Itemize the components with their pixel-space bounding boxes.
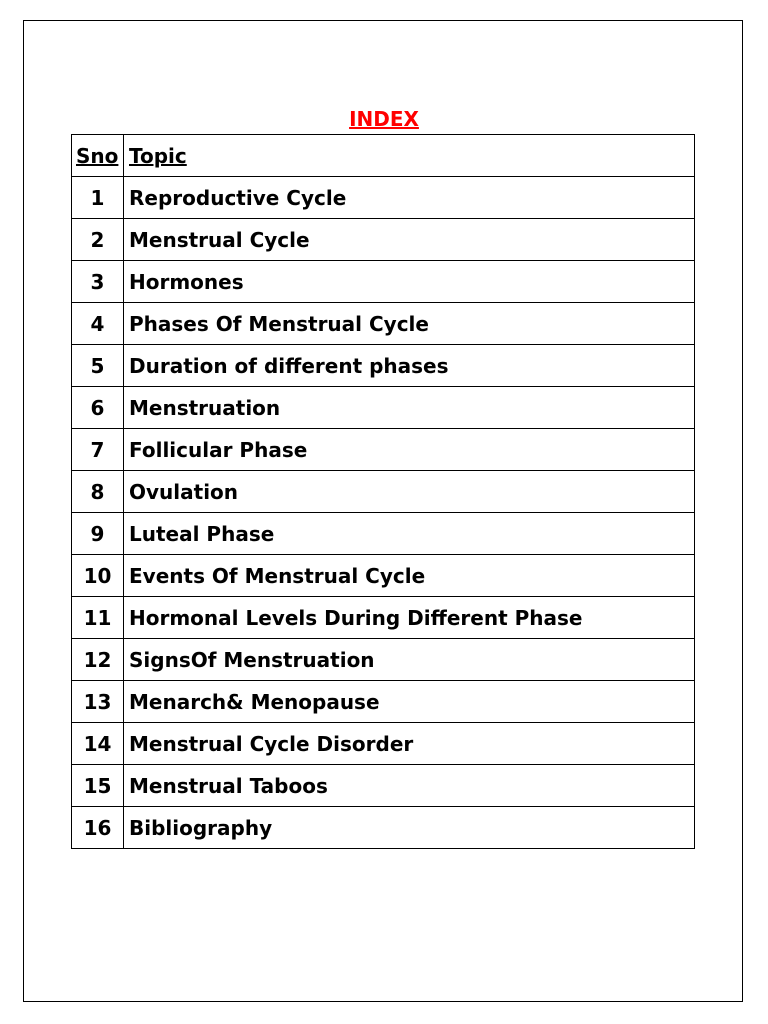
row-sno: 10 — [72, 555, 124, 597]
row-topic: Hormonal Levels During Different Phase — [124, 597, 695, 639]
row-sno: 1 — [72, 177, 124, 219]
table-row — [72, 639, 695, 681]
row-sno: 6 — [72, 387, 124, 429]
row-topic: Events Of Menstrual Cycle — [124, 555, 695, 597]
row-sno: 7 — [72, 429, 124, 471]
row-topic: Reproductive Cycle — [124, 177, 695, 219]
row-sno: 5 — [72, 345, 124, 387]
row-topic: Hormones — [124, 261, 695, 303]
table-row — [72, 723, 695, 765]
row-topic: Ovulation — [124, 471, 695, 513]
table-row — [72, 345, 695, 387]
row-topic: Menstrual Cycle Disorder — [124, 723, 695, 765]
table-row — [72, 555, 695, 597]
row-topic: Luteal Phase — [124, 513, 695, 555]
index-table — [71, 134, 695, 849]
table-row — [72, 219, 695, 261]
row-sno: 13 — [72, 681, 124, 723]
row-sno: 16 — [72, 807, 124, 849]
row-topic: Duration of different phases — [124, 345, 695, 387]
table-row — [72, 597, 695, 639]
index-table-body — [72, 135, 695, 849]
row-topic: Menstruation — [124, 387, 695, 429]
table-row — [72, 261, 695, 303]
table-row — [72, 387, 695, 429]
row-sno: 11 — [72, 597, 124, 639]
row-sno: 3 — [72, 261, 124, 303]
row-sno: 2 — [72, 219, 124, 261]
row-sno: 4 — [72, 303, 124, 345]
row-topic: Menstrual Cycle — [124, 219, 695, 261]
table-row — [72, 303, 695, 345]
table-row — [72, 765, 695, 807]
table-row — [72, 513, 695, 555]
row-sno: 8 — [72, 471, 124, 513]
row-sno: 14 — [72, 723, 124, 765]
table-header-row — [72, 135, 695, 177]
table-row — [72, 807, 695, 849]
row-topic: Menarch& Menopause — [124, 681, 695, 723]
header-topic: Topic — [124, 135, 695, 177]
row-topic: Follicular Phase — [124, 429, 695, 471]
table-row — [72, 429, 695, 471]
table-row — [72, 177, 695, 219]
row-topic: SignsOf Menstruation — [124, 639, 695, 681]
row-topic: Menstrual Taboos — [124, 765, 695, 807]
row-sno: 12 — [72, 639, 124, 681]
row-sno: 15 — [72, 765, 124, 807]
header-sno: Sno — [72, 135, 124, 177]
table-row — [72, 681, 695, 723]
table-row — [72, 471, 695, 513]
row-sno: 9 — [72, 513, 124, 555]
row-topic: Bibliography — [124, 807, 695, 849]
row-topic: Phases Of Menstrual Cycle — [124, 303, 695, 345]
page-title: INDEX — [349, 107, 419, 131]
